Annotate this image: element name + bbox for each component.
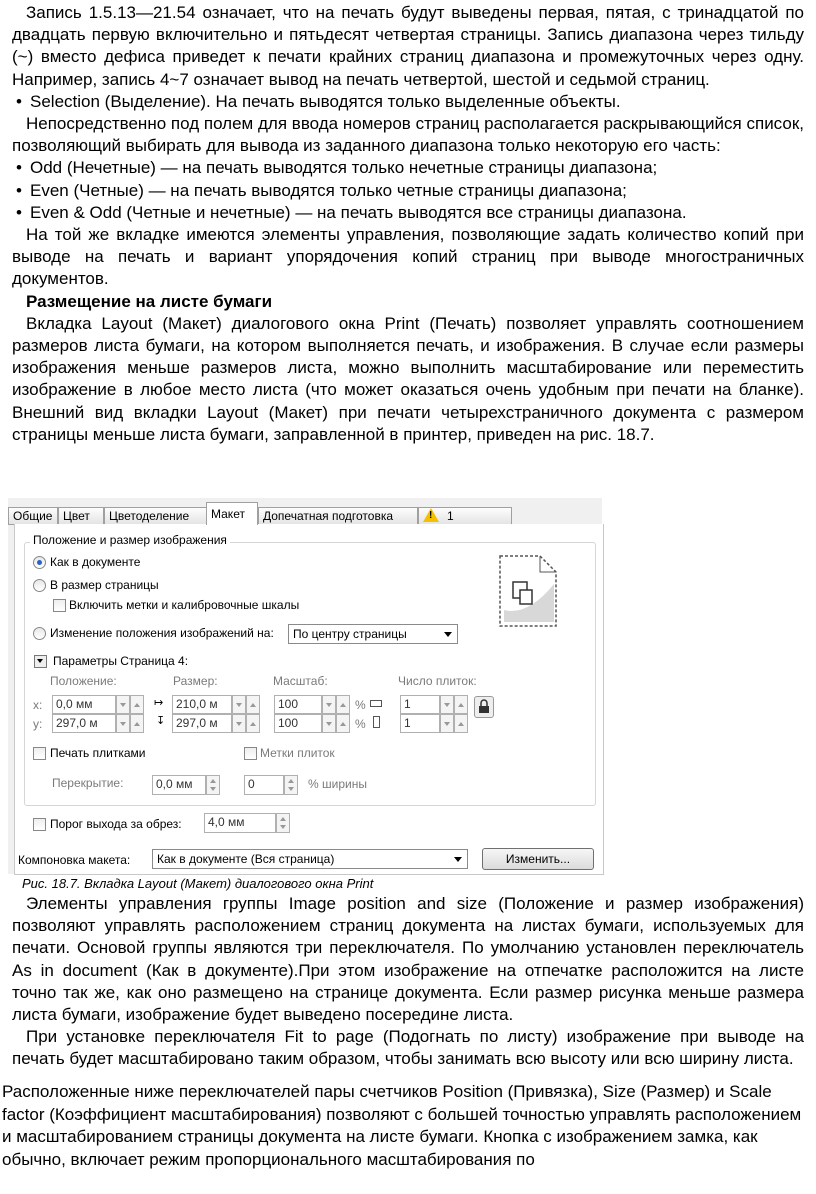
x-label: x: xyxy=(33,698,43,712)
height-decrement[interactable] xyxy=(232,714,246,733)
tab-separations[interactable] xyxy=(104,507,208,524)
print-layout-dialog xyxy=(8,498,602,874)
group-title: Положение и размер изображения xyxy=(30,533,230,547)
input-value: 0,0 мм xyxy=(156,777,193,791)
x-decrement[interactable] xyxy=(116,695,130,714)
bleed-spinner[interactable] xyxy=(276,813,290,833)
overlap-input[interactable] xyxy=(152,775,206,795)
overlap-percent-input[interactable] xyxy=(244,775,284,795)
width-percent-label: % ширины xyxy=(308,777,367,791)
scale-x-input[interactable] xyxy=(274,695,322,714)
y-position-input[interactable] xyxy=(52,714,116,733)
tab-prepress[interactable] xyxy=(258,507,418,524)
section-heading: Размещение на листе бумаги xyxy=(26,291,273,311)
as-in-document-radio[interactable] xyxy=(33,556,46,569)
tiles-x-increment[interactable] xyxy=(454,695,468,714)
top-text xyxy=(12,2,804,446)
paragraph: Запись 1.5.13—21.54 означает, что на печать будут выведены первая, пятая, с тринадцатой по двадцать первую включительно и пятьдесят четвертая страницы. Запись диапазона через тильду (~) вместо дефиса приведет к печати крайних страниц диапазона и промежуточных через одну. Например, запись 4~7 означает вывод на печать четвертой, шестой и седьмой страниц. xyxy=(12,3,804,89)
tab-bar xyxy=(8,502,602,525)
bullet-item: • Even (Четные) — на печать выводятся только четные страницы диапазона; xyxy=(12,180,804,202)
scale-y-input[interactable] xyxy=(274,714,322,733)
tab-label: Общие xyxy=(13,509,53,523)
select-value: Как в документе (Вся страница) xyxy=(157,852,335,866)
marks-label: Включить метки и калибровочные шкалы xyxy=(69,598,300,612)
paragraph: Непосредственно под полем для ввода номеров страниц располагается раскрывающийся список, позволяющий выбирать для вывода из заданного диапазона только некоторую его часть: xyxy=(12,114,804,156)
y-increment[interactable] xyxy=(130,714,144,733)
input-value: 297,0 м xyxy=(56,716,98,730)
paragraph: Расположенные ниже переключателей пары счетчиков Position (Привязка), Size (Размер) и Scale factor (Коэффициент масштабирования) позволяют с большей точностью управлять расположением и масштабированием страницы документа на листе бумаги. Кнопка с изображением замка, как обычно, включает режим пропорционального масштабирования по xyxy=(2,1082,802,1169)
warning-icon xyxy=(423,508,439,522)
tiles-y-input[interactable] xyxy=(400,714,440,733)
tile-print-checkbox[interactable] xyxy=(33,747,46,760)
lock-button[interactable] xyxy=(474,696,494,718)
tiles-y-increment[interactable] xyxy=(454,714,468,733)
height-increment[interactable] xyxy=(246,714,260,733)
tiles-x-decrement[interactable] xyxy=(440,695,454,714)
page-preview-icon xyxy=(498,554,558,628)
scale-x-decrement[interactable] xyxy=(322,695,336,714)
size-header: Размер: xyxy=(173,674,218,688)
input-value: 100 xyxy=(278,697,299,711)
vertical-tile-icon xyxy=(373,716,380,728)
tile-marks-label: Метки плиток xyxy=(260,746,335,760)
width-input[interactable] xyxy=(172,695,232,714)
x-position-input[interactable] xyxy=(52,695,116,714)
scale-y-increment[interactable] xyxy=(336,714,350,733)
imposition-label: Компоновка макета: xyxy=(18,853,131,867)
input-value: 100 xyxy=(278,716,299,730)
lock-icon xyxy=(475,697,493,717)
overlap-percent-spinner[interactable] xyxy=(284,775,298,795)
tab-layout[interactable] xyxy=(206,502,258,525)
chevron-down-icon xyxy=(444,632,452,637)
bleed-input[interactable] xyxy=(204,813,276,833)
width-decrement[interactable] xyxy=(232,695,246,714)
paragraph: Вкладка Layout (Макет) диалогового окна Print (Печать) позволяет управлять соотношением размеров листа бумаги, на котором выполняется печать, и изображения. В случае если размеры изображения меньше размеров листа, можно выполнить масштабирование или переместить изображение в любое место листа (что может оказаться очень удобным при печати на бланке). Внешний вид вкладки Layout (Макет) при печати четырехстраничного документа с размером страницы меньше листа бумаги, заправленной в принтер, приведен на рис. 18.7. xyxy=(12,313,804,444)
paragraph: Элементы управления группы Image position and size (Положение и размер изображения) позволяют управлять расположением страниц документа на листах бумаги, используемых для печати. Основой группы являются три переключателя. По умолчанию установлен переключатель As in document (Как в документе).При этом изображение на отпечатке расположится на листе точно так же, как оно размещено на странице документа. Если размер рисунка меньше размера листа бумаги, изображение будет выведено посередине листа. xyxy=(12,894,804,1025)
tile-print-label: Печать плитками xyxy=(50,746,146,760)
percent-label: % xyxy=(355,717,366,731)
x-increment[interactable] xyxy=(130,695,144,714)
overlap-spinner[interactable] xyxy=(206,775,220,795)
imposition-select[interactable] xyxy=(152,849,468,869)
select-value: По центру страницы xyxy=(293,627,407,641)
marks-checkbox[interactable] xyxy=(53,599,66,612)
chevron-down-icon xyxy=(37,659,43,663)
input-value: 210,0 м xyxy=(176,697,218,711)
reposition-select[interactable] xyxy=(288,624,458,644)
bleed-label: Порог выхода за обрез: xyxy=(50,817,182,831)
input-value: 0,0 мм xyxy=(56,697,93,711)
horizontal-tile-icon xyxy=(370,700,382,707)
bottom-text-2 xyxy=(2,1081,808,1171)
as-in-document-label: Как в документе xyxy=(50,555,141,569)
position-header: Положение: xyxy=(50,674,117,688)
tab-issues[interactable] xyxy=(418,507,512,524)
input-value: 1 xyxy=(404,697,411,711)
width-icon: ↦ xyxy=(154,697,164,709)
tab-label: Макет xyxy=(211,507,245,521)
tiles-x-input[interactable] xyxy=(400,695,440,714)
input-value: 297,0 м xyxy=(176,716,218,730)
tab-color[interactable] xyxy=(58,507,104,524)
tile-marks-checkbox[interactable] xyxy=(244,747,257,760)
tiles-header: Число плиток: xyxy=(398,674,477,688)
percent-label: % xyxy=(355,698,366,712)
bullet-item: • Even & Odd (Четные и нечетные) — на печать выводятся все страницы диапазона. xyxy=(12,202,804,224)
scale-x-increment[interactable] xyxy=(336,695,350,714)
button-label: Изменить... xyxy=(505,852,571,866)
tab-label: 1 xyxy=(447,509,454,523)
y-label: y: xyxy=(33,717,43,731)
bleed-checkbox[interactable] xyxy=(33,818,46,831)
tiles-y-decrement[interactable] xyxy=(440,714,454,733)
scale-y-decrement[interactable] xyxy=(322,714,336,733)
height-input[interactable] xyxy=(172,714,232,733)
y-decrement[interactable] xyxy=(116,714,130,733)
scale-header: Масштаб: xyxy=(273,674,328,688)
tab-label: Цветоделение xyxy=(109,509,190,523)
bottom-text xyxy=(12,893,804,1071)
input-value: 4,0 мм xyxy=(208,815,245,829)
page-params-title: Параметры Страница 4: xyxy=(53,654,189,668)
reposition-radio[interactable] xyxy=(33,627,46,640)
fit-to-page-radio[interactable] xyxy=(33,579,46,592)
figure-caption: Рис. 18.7. Вкладка Layout (Макет) диалогового окна Print xyxy=(22,876,374,891)
chevron-down-icon xyxy=(454,857,462,862)
bullet-item: • Odd (Нечетные) — на печать выводятся только нечетные страницы диапазона; xyxy=(12,157,804,179)
input-value: 1 xyxy=(404,716,411,730)
tab-general[interactable] xyxy=(8,507,58,524)
paragraph: На той же вкладке имеются элементы управления, позволяющие задать количество копий при выводе на печать и вариант упорядочения копий страниц при выводе многостраничных документов. xyxy=(12,225,804,289)
tab-label: Цвет xyxy=(63,509,90,523)
fit-to-page-label: В размер страницы xyxy=(50,578,159,592)
paragraph: При установке переключателя Fit to page (Подогнать по листу) изображение при выводе на печать будет масштабировано таким образом, чтобы занимать всю высоту или всю ширину листа. xyxy=(12,1027,804,1069)
height-icon: ↧ xyxy=(156,715,166,727)
bullet-item: • Selection (Выделение). На печать выводятся только выделенные объекты. xyxy=(12,91,804,113)
width-increment[interactable] xyxy=(246,695,260,714)
input-value: 0 xyxy=(248,777,255,791)
tab-label: Допечатная подготовка xyxy=(263,509,394,523)
edit-button[interactable] xyxy=(482,848,594,870)
overlap-label: Перекрытие: xyxy=(52,776,124,790)
reposition-label: Изменение положения изображений на: xyxy=(50,626,274,640)
